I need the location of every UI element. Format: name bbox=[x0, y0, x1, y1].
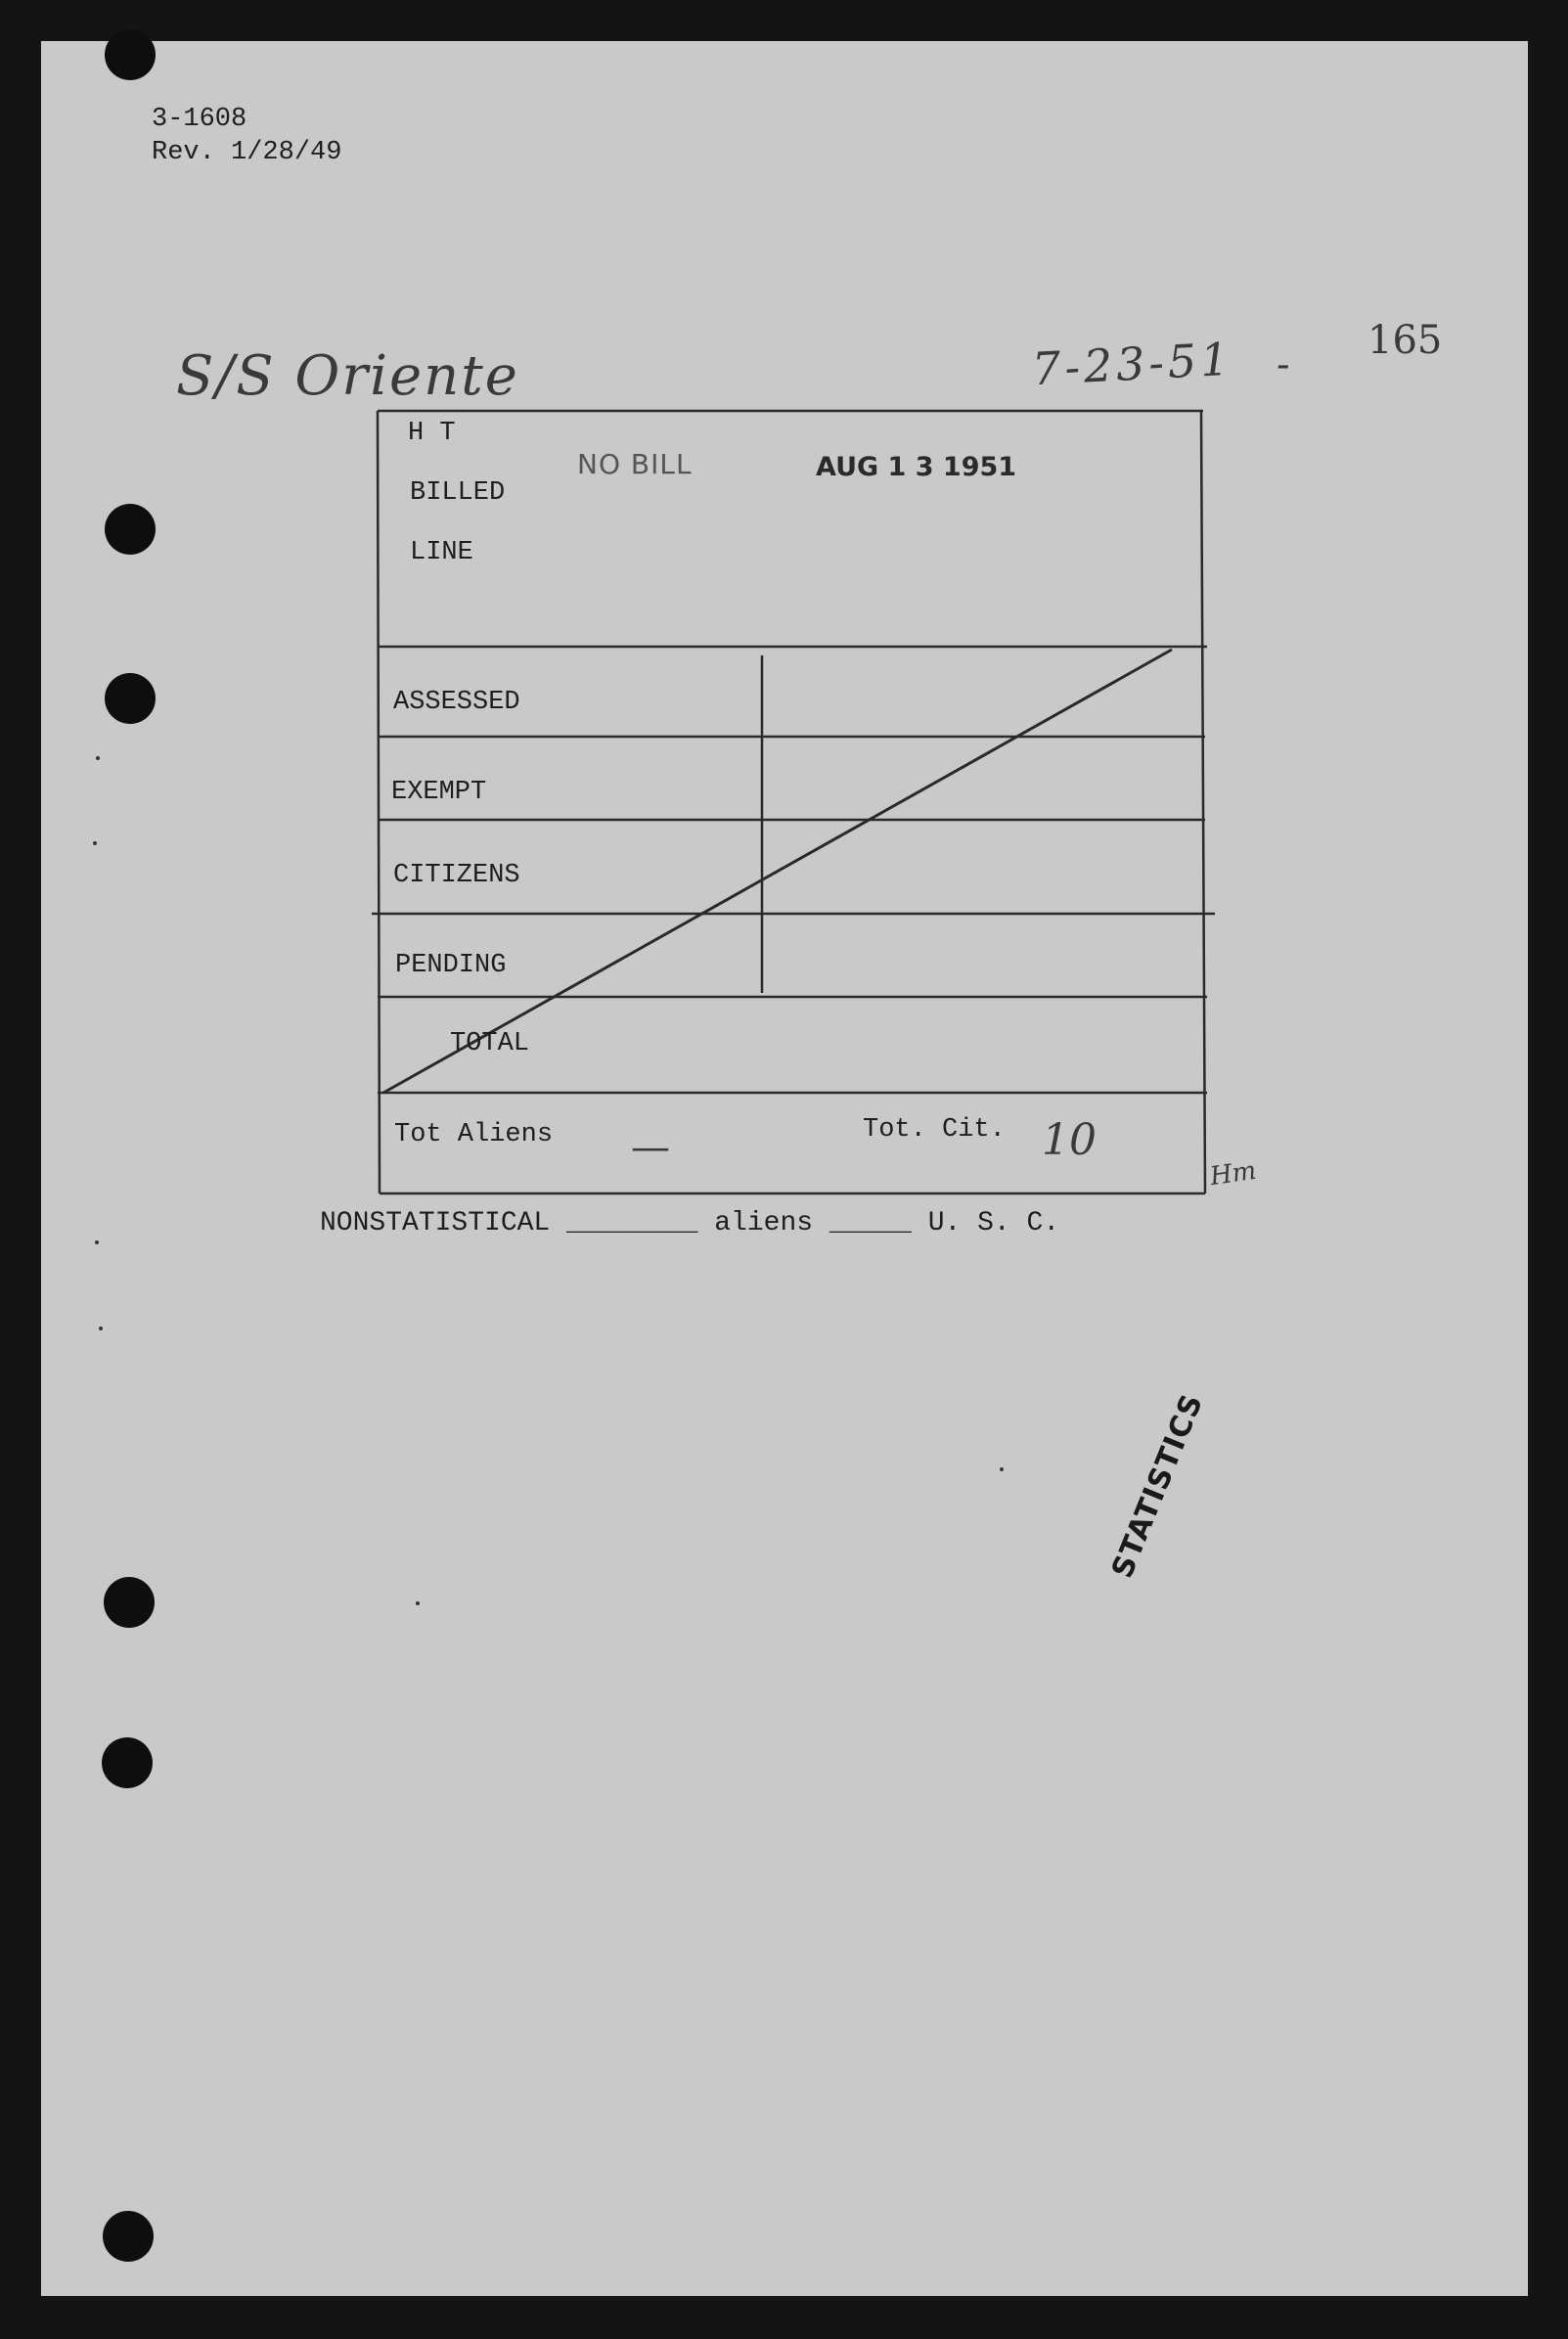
date-stamp: AUG 1 3 1951 bbox=[816, 452, 1017, 482]
tot-aliens-value: — bbox=[631, 1125, 670, 1170]
assessed-label: ASSESSED bbox=[393, 688, 520, 717]
citizens-label: CITIZENS bbox=[393, 861, 520, 890]
exempt-label: EXEMPT bbox=[391, 778, 487, 807]
statistics-stamp: STATISTICS bbox=[1105, 1388, 1211, 1584]
line-label: LINE bbox=[410, 538, 473, 567]
billed-label: BILLED bbox=[410, 478, 506, 508]
nonstatistical-line: NONSTATISTICAL ________ aliens _____ U. S. C. bbox=[320, 1208, 1060, 1238]
tot-cit-value: 10 bbox=[1042, 1115, 1097, 1165]
tot-aliens-label: Tot Aliens bbox=[394, 1120, 554, 1149]
form-revision: Rev. 1/28/49 bbox=[152, 138, 342, 167]
ht-label: H T bbox=[408, 419, 456, 448]
tot-cit-label: Tot. Cit. bbox=[863, 1115, 1006, 1145]
vessel-name: S/S Oriente bbox=[176, 344, 519, 408]
page-number: 165 bbox=[1367, 318, 1443, 363]
date-dash: - bbox=[1277, 342, 1290, 387]
no-bill-stamp: NO BILL bbox=[577, 448, 693, 480]
form-number: 3-1608 bbox=[152, 105, 247, 134]
pending-label: PENDING bbox=[395, 951, 507, 980]
arrival-date: 7-23-51 bbox=[1030, 332, 1234, 396]
total-label: TOTAL bbox=[450, 1029, 530, 1058]
initials: Hm bbox=[1208, 1155, 1259, 1192]
